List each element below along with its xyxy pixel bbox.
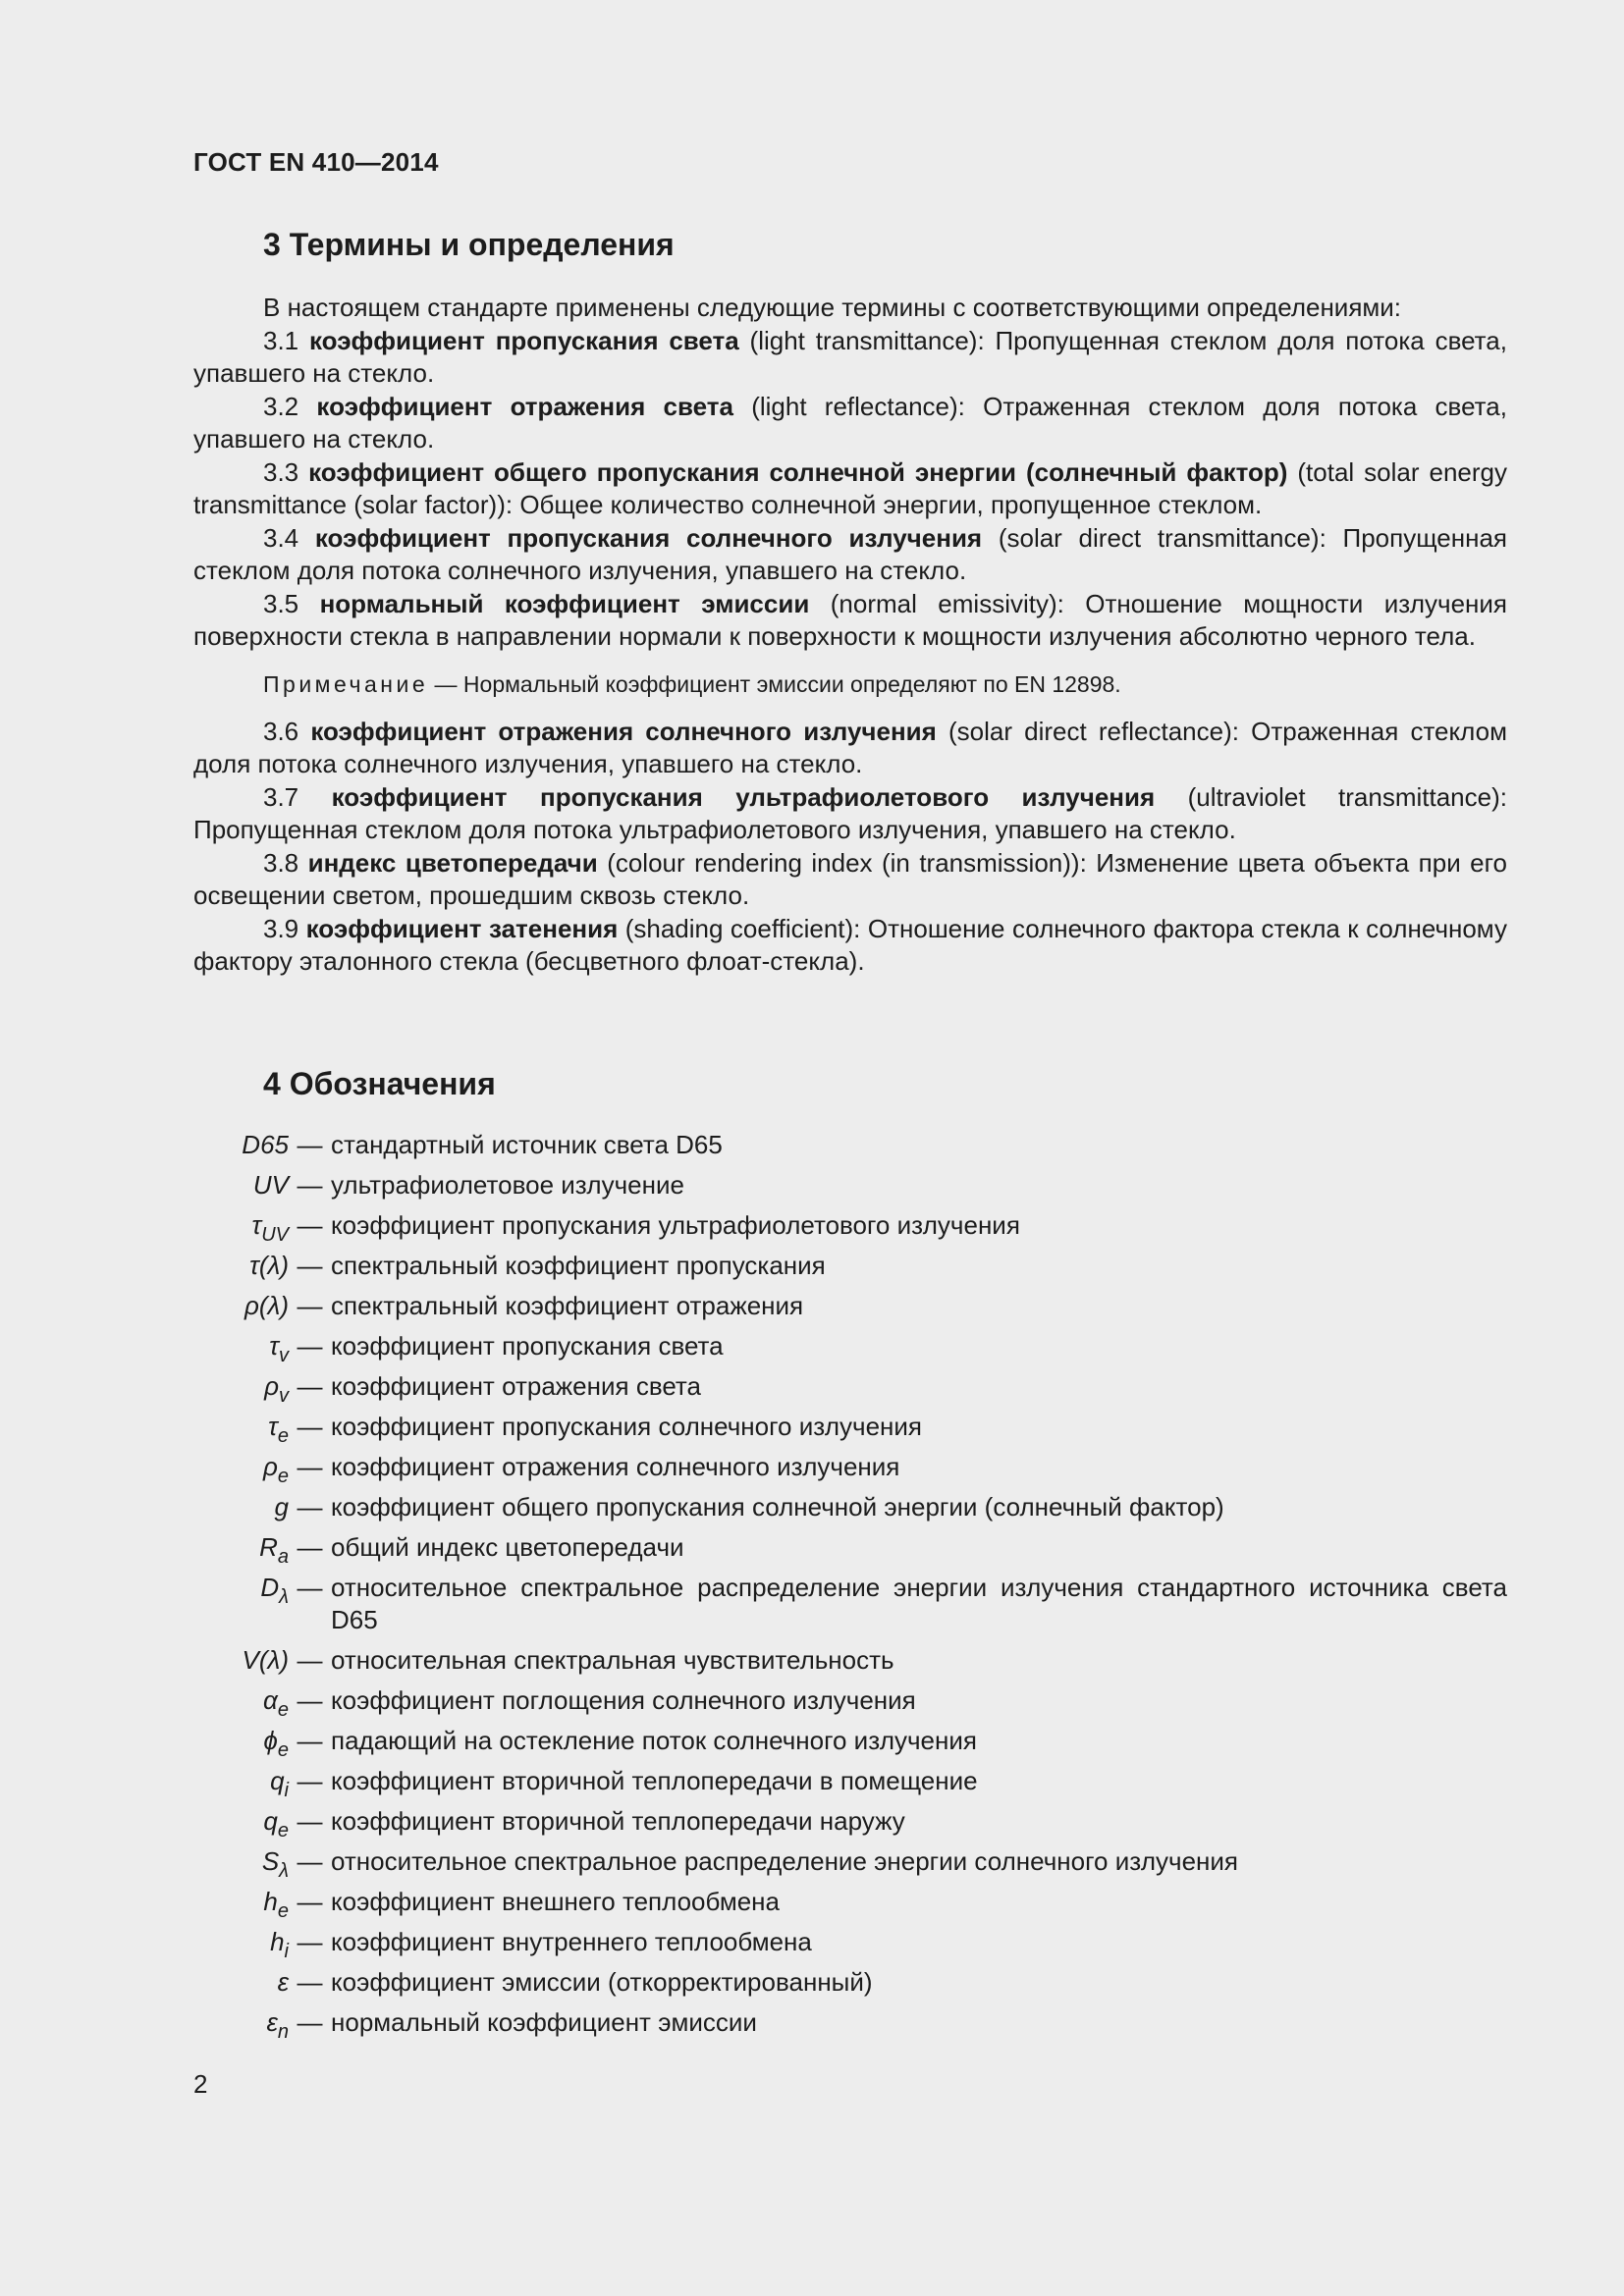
symbol-row <box>193 1491 1507 1523</box>
symbol-row <box>193 1644 1507 1677</box>
symbol-description: коэффициент отражения солнечного излучения <box>331 1452 900 1481</box>
dash: — <box>297 1846 323 1876</box>
symbol <box>193 1765 289 1801</box>
symbol-row <box>193 1290 1507 1322</box>
document-code: ГОСТ EN 410—2014 <box>193 147 439 177</box>
symbol-row <box>193 1886 1507 1922</box>
term-text: (solar direct transmittance): Пропущенная стеклом доля потока солнечного излучения, упавшего на стекло. <box>193 522 1508 585</box>
dash: — <box>297 1412 323 1441</box>
symbol-description: коэффициент внешнего теплообмена <box>331 1887 780 1916</box>
symbol-description: относительная спектральная чувствительность <box>331 1645 894 1675</box>
term-name: коэффициент общего пропускания солнечной энергии (солнечный фактор) <box>308 456 1288 487</box>
symbol-subscript: n <box>277 2021 289 2043</box>
dash: — <box>297 1291 323 1320</box>
symbol-description: стандартный источник света D65 <box>331 1130 723 1159</box>
symbol <box>193 1209 289 1246</box>
symbol-description: коэффициент пропускания света <box>331 1331 724 1361</box>
dash: — <box>297 1967 323 1997</box>
symbol-main: R <box>259 1532 278 1562</box>
symbol-main: τ <box>269 1331 279 1361</box>
note <box>263 668 1507 701</box>
term-number: 3.7 <box>263 781 299 812</box>
symbol-main: ε <box>266 2007 278 2037</box>
dash: — <box>297 1331 323 1361</box>
section-title: 4 Обозначения <box>263 1066 496 1101</box>
symbol-description: коэффициент общего пропускания солнечной энергии (солнечный фактор) <box>331 1492 1224 1522</box>
symbol-main: V(λ) <box>242 1645 289 1675</box>
dash: — <box>297 1532 323 1562</box>
term-list <box>193 325 1507 654</box>
intro-paragraph: В настоящем стандарте применены следующие термины с соответствующими определениями: <box>263 293 1402 322</box>
symbol-description: коэффициент пропускания ультрафиолетового излучения <box>331 1210 1020 1240</box>
symbol <box>193 1491 289 1523</box>
symbol-row <box>193 1411 1507 1447</box>
symbol-subscript: e <box>277 1466 289 1487</box>
symbol-subscript: e <box>277 1699 289 1721</box>
note-text: — Нормальный коэффициент эмиссии определяют по EN 12898. <box>428 670 1121 697</box>
symbol-main: τ(λ) <box>249 1251 289 1280</box>
dash: — <box>297 1573 323 1602</box>
symbol-main: D65 <box>242 1130 289 1159</box>
symbol-description: относительное спектральное распределение энергии солнечного излучения <box>331 1846 1238 1876</box>
dash: — <box>297 1766 323 1795</box>
term-definition <box>193 781 1507 847</box>
dash: — <box>297 1130 323 1159</box>
term-name: коэффициент пропускания солнечного излучения <box>314 522 983 553</box>
symbol-row <box>193 1370 1507 1407</box>
term-text: (ultraviolet transmittance): Пропущенная стеклом доля потока ультрафиолетового излучения, упавшего на стекло. <box>193 781 1507 844</box>
symbol-row <box>193 1531 1507 1568</box>
section-title: 3 Термины и определения <box>263 227 675 262</box>
symbol-subscript: λ <box>279 1860 289 1882</box>
term-text: (light reflectance): Отраженная стеклом доля потока света, упавшего на стекло. <box>193 391 1507 454</box>
symbol <box>193 1725 289 1761</box>
symbol-row <box>193 1250 1507 1282</box>
symbol-main: τ <box>251 1210 262 1240</box>
dash: — <box>297 1210 323 1240</box>
symbol-main: τ <box>268 1412 278 1441</box>
dash: — <box>297 1685 323 1715</box>
term-name: коэффициент пропускания света <box>308 325 739 355</box>
symbol <box>193 1926 289 1962</box>
symbol-row <box>193 1684 1507 1721</box>
term-number: 3.6 <box>263 716 299 746</box>
term-definition <box>193 913 1507 979</box>
symbol-main: q <box>263 1806 278 1836</box>
term-text: (total solar energy transmittance (solar factor)): Общее количество солнечной энергии, пропущенное стеклом. <box>193 456 1507 519</box>
term-definition <box>193 716 1507 781</box>
symbol-description: коэффициент эмиссии (откорректированный) <box>331 1967 873 1997</box>
term-name: коэффициент затенения <box>305 913 619 943</box>
symbol-subscript: e <box>277 1820 289 1842</box>
symbol-description: коэффициент отражения света <box>331 1371 702 1401</box>
symbol-row <box>193 1805 1507 1842</box>
dash: — <box>297 1726 323 1755</box>
symbol-description: нормальный коэффициент эмиссии <box>331 2007 757 2037</box>
symbol-description: коэффициент вторичной теплопередачи наружу <box>331 1806 905 1836</box>
symbol-description: коэффициент внутреннего теплообмена <box>331 1927 812 1956</box>
section-symbols <box>193 1060 1507 2047</box>
term-number: 3.5 <box>263 588 299 618</box>
term-name: нормальный коэффициент эмиссии <box>319 588 810 618</box>
symbol-main: α <box>263 1685 278 1715</box>
term-definition <box>193 325 1507 391</box>
term-number: 3.3 <box>263 456 299 487</box>
symbol-row <box>193 1209 1507 1246</box>
symbol <box>193 1531 289 1568</box>
symbol-subscript: a <box>277 1546 289 1568</box>
symbol-row <box>193 1926 1507 1962</box>
term-number: 3.2 <box>263 391 299 421</box>
symbol-subscript: v <box>279 1385 289 1407</box>
section-terms <box>193 221 1507 979</box>
symbol <box>193 1290 289 1322</box>
term-text: (light transmittance): Пропущенная стеклом доля потока света, упавшего на стекло. <box>193 325 1507 388</box>
symbol-row <box>193 1169 1507 1201</box>
dash: — <box>297 1251 323 1280</box>
symbol <box>193 1250 289 1282</box>
symbol-description: общий индекс цветопередачи <box>331 1532 684 1562</box>
symbol-main: D <box>260 1573 280 1602</box>
term-name: коэффициент пропускания ультрафиолетового излучения <box>331 781 1156 812</box>
symbol-row <box>193 1966 1507 1999</box>
symbol <box>193 1330 289 1366</box>
symbol-description: спектральный коэффициент пропускания <box>331 1251 826 1280</box>
dash: — <box>297 1887 323 1916</box>
symbol-main: q <box>270 1766 285 1795</box>
term-name: индекс цветопередачи <box>307 847 598 878</box>
term-name: коэффициент отражения света <box>316 391 733 421</box>
dash: — <box>297 1371 323 1401</box>
symbol-subscript: i <box>284 1941 289 1962</box>
symbol-row <box>193 1129 1507 1161</box>
symbol-main: ϕ <box>263 1726 278 1755</box>
term-name: коэффициент отражения солнечного излучения <box>310 716 937 746</box>
symbol <box>193 1169 289 1201</box>
symbol-row <box>193 1725 1507 1761</box>
dash: — <box>297 1645 323 1675</box>
symbol-main: ρ(λ) <box>244 1291 289 1320</box>
symbol-description: относительное спектральное распределение энергии излучения стандартного источника света D65 <box>331 1573 1507 1634</box>
term-definition <box>193 847 1507 913</box>
symbol-subscript: e <box>277 1739 289 1761</box>
symbol-main: ρ <box>262 1452 278 1481</box>
symbol <box>193 1129 289 1161</box>
term-number: 3.8 <box>263 847 299 878</box>
symbol <box>193 1572 289 1636</box>
symbol-main: ε <box>277 1967 289 1997</box>
dash: — <box>297 2007 323 2037</box>
symbol-subscript: UV <box>261 1224 289 1246</box>
symbol-row <box>193 1765 1507 1801</box>
term-number: 3.4 <box>263 522 299 553</box>
symbol <box>193 1845 289 1882</box>
symbol-main: h <box>270 1927 285 1956</box>
symbol-row <box>193 1845 1507 1882</box>
symbol <box>193 1644 289 1677</box>
symbol-list <box>193 1129 1507 2043</box>
symbol-description: коэффициент вторичной теплопередачи в помещение <box>331 1766 978 1795</box>
term-definition <box>193 456 1507 522</box>
symbol-row <box>193 2006 1507 2043</box>
dash: — <box>297 1806 323 1836</box>
dash: — <box>297 1170 323 1200</box>
term-text: (solar direct reflectance): Отраженная стеклом доля потока солнечного излучения, упавшего на стекло. <box>193 716 1507 778</box>
symbol-main: ρ <box>264 1371 279 1401</box>
note-label: Примечание <box>263 670 429 697</box>
term-number: 3.1 <box>263 325 299 355</box>
symbol <box>193 1886 289 1922</box>
symbol-description: коэффициент пропускания солнечного излучения <box>331 1412 922 1441</box>
dash: — <box>297 1927 323 1956</box>
symbol <box>193 1370 289 1407</box>
term-text: (shading coefficient): Отношение солнечного фактора стекла к солнечному фактору эталонного стекла (бесцветного флоат-стекла). <box>193 913 1507 976</box>
symbol-main: h <box>263 1887 278 1916</box>
symbol <box>193 1411 289 1447</box>
symbol-main: UV <box>252 1170 289 1200</box>
symbol-row <box>193 1330 1507 1366</box>
symbol-main: S <box>261 1846 280 1876</box>
term-list <box>193 716 1507 979</box>
dash: — <box>297 1452 323 1481</box>
symbol-description: ультрафиолетовое излучение <box>331 1170 684 1200</box>
symbol-subscript: λ <box>279 1586 289 1608</box>
term-text: (normal emissivity): Отношение мощности излучения поверхности стекла в направлении нормали к поверхности к мощности излучения абсолютно черного тела. <box>193 588 1507 651</box>
symbol-main: g <box>274 1492 289 1522</box>
symbol-description: коэффициент поглощения солнечного излучения <box>331 1685 916 1715</box>
symbol-subscript: e <box>277 1425 289 1447</box>
term-text: (colour rendering index (in transmission)): Изменение цвета объекта при его освещении светом, прошедшим сквозь стекло. <box>193 847 1508 910</box>
term-definition <box>193 522 1507 588</box>
term-definition <box>193 391 1507 456</box>
term-definition <box>193 588 1507 654</box>
symbol <box>193 1966 289 1999</box>
symbol-subscript: i <box>284 1780 289 1801</box>
symbol-description: падающий на остекление поток солнечного излучения <box>331 1726 977 1755</box>
symbol <box>193 1805 289 1842</box>
symbol <box>193 1684 289 1721</box>
symbol <box>193 1451 289 1487</box>
symbol <box>193 2006 289 2043</box>
symbol-row <box>193 1572 1507 1636</box>
term-number: 3.9 <box>263 913 299 943</box>
symbol-description: спектральный коэффициент отражения <box>331 1291 804 1320</box>
page-number: 2 <box>193 2069 208 2099</box>
symbol-row <box>193 1451 1507 1487</box>
symbol-subscript: e <box>277 1900 289 1922</box>
dash: — <box>297 1492 323 1522</box>
symbol-subscript: v <box>279 1345 289 1366</box>
